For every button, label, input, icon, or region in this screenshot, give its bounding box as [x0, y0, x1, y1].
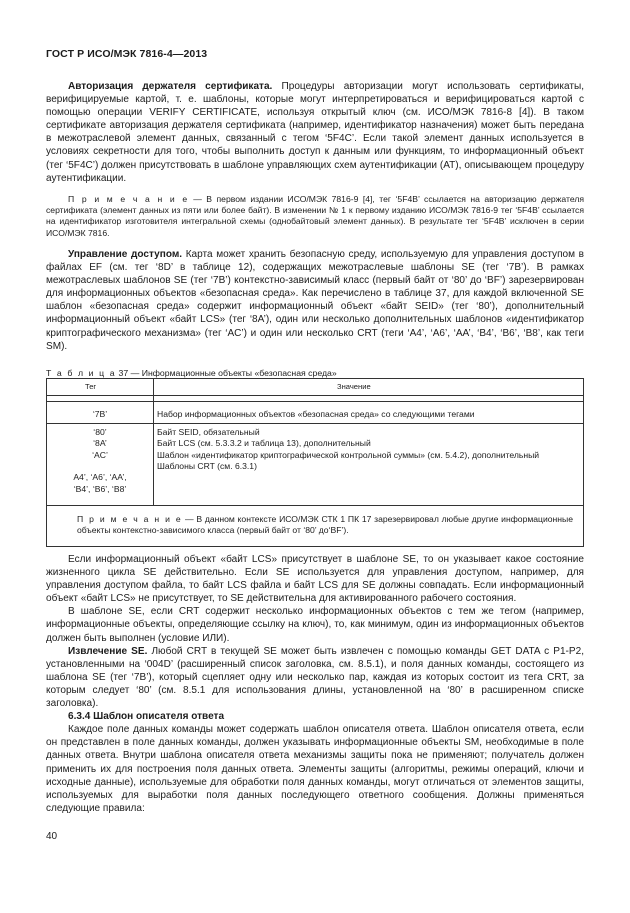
table-note-text: — В данном контексте ИСО/МЭК СТК 1 ПК 17 зарезервировал любые другие информационные объекты контекстно-зависимого класса (первый байт от ‘80’ до‘BF’).: [77, 514, 573, 536]
column-header-value: Значение: [337, 382, 371, 391]
extraction-text: Любой CRT в текущей SE может быть извлечен с помощью команды GET DATA с P1-P2, установленными на ‘004D’ (расширенный список заголовка, см. 8.5.1), и поля данных команды, состоящего из шаблона SE (тег ‘7B’), который сцепляет одну или несколько пар, каждая из которых состоит из тега CRT, за которым следует ‘80’ (см. 8.5.1 для использования длины, установленной на ‘80’ в расширенном списке заголовка).: [46, 645, 584, 710]
table-note: [77, 514, 573, 536]
table-header-row: [47, 379, 583, 396]
section-paragraph: Каждое поле данных команды может содержать шаблон описателя ответа. Шаблон описателя ответа, если он представлен в поле данных команды, должен указывать информационные объекты SM, необходимые в поле данных ответа. Внутри шаблона описателя ответа механизмы защиты пока не применяют; получатель должен применить их для построения поля данных ответа. Элементы защиты (алгоритмы, режимы операций, ключи и исходные данные), используемые для обработки поля данных команды, могут отличаться от элементов защиты, используемых для выработки поля данных последующего ответного сообщения. Должны применяться следующие правила:: [46, 724, 584, 814]
row-divider-bottom: [47, 505, 583, 506]
tag-item: A4’, ‘A6’, ‘AA’,: [73, 472, 127, 483]
table-37: [46, 378, 584, 547]
value-item: Байт LCS (см. 5.3.3.2 и таблица 13), дополнительный: [157, 438, 371, 449]
crt-paragraph: В шаблоне SE, если CRT содержит несколько информационных объектов с тем же тегом (например, информационные объекты, определяющие ссылку на ключ), то, как минимум, один из информационных объектов должен быть выполнен (условие ИЛИ).: [46, 606, 584, 644]
note-1-label: П р и м е ч а н и е: [68, 194, 189, 204]
column-header-tag: Тег: [85, 382, 97, 391]
page-number: 40: [46, 831, 58, 842]
table-note-label: П р и м е ч а н и е: [77, 514, 183, 524]
value-item: Шаблон «идентификатор криптографической контрольной суммы» (см. 5.4.2), дополнительный: [157, 449, 540, 460]
section-heading: 6.3.4 Шаблон описателя ответа: [68, 711, 225, 723]
auth-cardholder-lead: Авторизация держателя сертификата.: [68, 81, 273, 92]
value-item: Шаблоны CRT (см. 6.3.1): [157, 461, 257, 472]
value-item: Байт SEID, обязательный: [157, 427, 260, 437]
row1-tag: ‘7B’: [92, 409, 108, 419]
tag-item: ‘B4’, ‘B6’, ‘B8’: [73, 483, 127, 494]
lcs-paragraph: Если информационный объект «байт LCS» присутствует в шаблоне SE, то он указывает какое состояние жизненного цикла SE действительно. Если SE используется для управления доступом, например, для управления доступом файла, то байт LCS файла и байт LCS для SE должны совпадать. Если информационный объект «байт LCS» не присутствует, то SE действительна для активированного рабочего состояния.: [46, 554, 584, 605]
standard-header: ГОСТ Р ИСО/МЭК 7816-4—2013: [46, 48, 208, 60]
tags-cell: [47, 427, 153, 495]
row-divider-mid: [47, 423, 583, 424]
extraction-lead: Извлечение SE.: [68, 645, 148, 657]
extraction-paragraph: [46, 645, 584, 710]
access-control-lead: Управление доступом.: [68, 249, 183, 260]
values-cell: [157, 427, 577, 473]
lower-text: [46, 553, 584, 815]
access-control-text: Карта может хранить безопасную среду, используемую для управления доступом в файлах EF (см. тег ‘8D’ в таблице 12), содержащих межотраслевые шаблоны SE (тег ‘7B’). В рамках межотраслевых шаблонов SE (тег ‘7B’) контекстно-зависимый класс (первый байт от ‘80’ до ‘BF’) зарезервирован для информационных объектов «безопасная среда». Как перечислено в таблице 37, для каждой включенной SE шаблон «безопасная среда» содержит информационный объект «байт SEID» (тег ‘80’), дополнительный информационный объект «байт LCS» (тег ‘8A’), один или несколько дополнительных шаблонов «идентификатор криптографического механизма» (тег ‘AC’) и один или несколько CRT (теги ‘A4’, ‘A6’, ‘AA’, ‘B4’, ‘B6’, ‘B8’, как теги SM).: [46, 249, 584, 352]
tag-item: ‘8A’: [93, 438, 107, 449]
table-37-caption: [46, 368, 337, 378]
column-divider: [153, 379, 154, 505]
row1-value: Набор информационных объектов «безопасная среда» со следующими тегами: [157, 409, 475, 419]
access-control-paragraph: [46, 248, 584, 353]
table-caption-text: 37 — Информационные объекты «безопасная среда»: [116, 368, 337, 378]
note-1: [46, 194, 584, 239]
note-1-text: — В первом издании ИСО/МЭК 7816-9 [4], тег ‘5F4B’ ссылается на авторизацию держателя сертификата (элемент данных из пяти или более байт). В изменении № 1 к первому изданию ИСО/МЭК 7816-9 тег ‘5F4B’ ссылается на идентификатор изготовителя интегральной схемы (однобайтовый элемент данных). В результате тег ‘5F4B’ исключен в серии ИСО/МЭК 7816.: [46, 194, 584, 238]
tag-item: ‘AC’: [92, 449, 108, 460]
row-divider-top: [47, 401, 583, 402]
auth-cardholder-text: Процедуры авторизации могут использовать сертификаты, верифицируемые картой, т. е. шаблоны, которые могут интерпретироваться и верифицироваться картой с помощью операции VERIFY CERTIFICATE, используя открытый ключ (см. ИСО/МЭК 7816-8 [4]). В таком сертификате авторизация держателя сертификата (например, идентификатор назначения) может быть передана в межотраслевой элемент данных, связанный с тегом ‘5F4C’. Если такой элемент данных используется в условиях секретности для того, чтобы выполнить доступ к данным или функциям, то информационный объект (тег ‘5F4C’) должен присутствовать в шаблоне управляющих схем аутентификации (AT), описывающем процедуру аутентификации.: [46, 81, 584, 184]
auth-cardholder-paragraph: [46, 80, 584, 185]
tag-item: ‘80’: [93, 427, 107, 437]
table-caption-label: Т а б л и ц а: [46, 368, 117, 378]
